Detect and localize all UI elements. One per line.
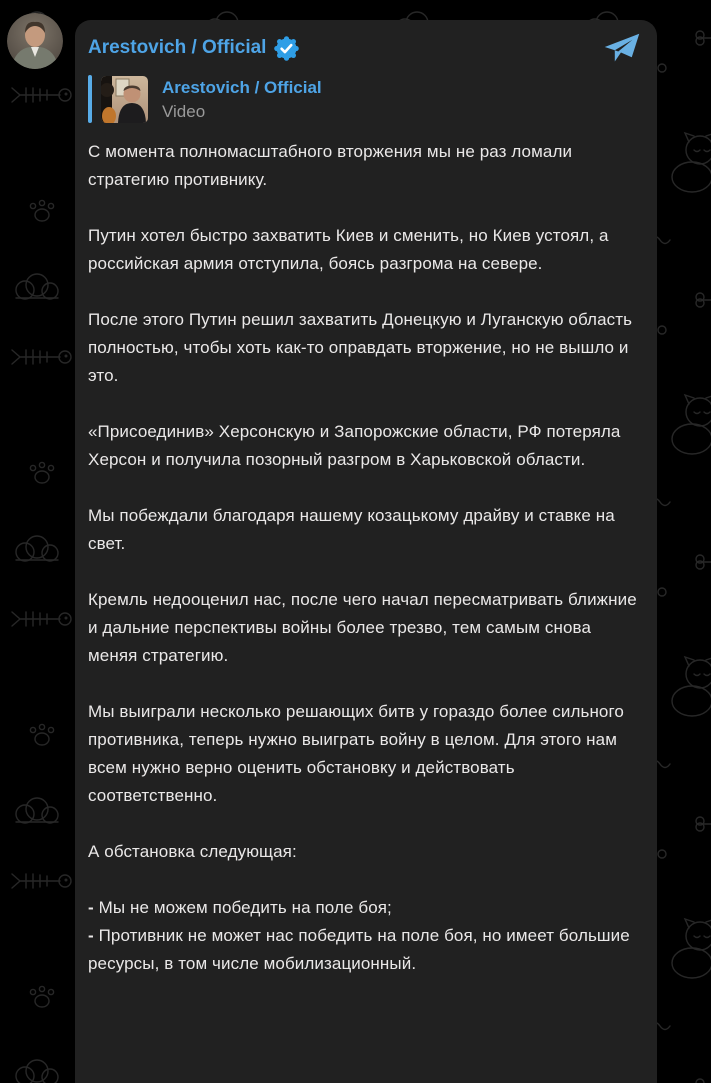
channel-avatar[interactable] — [7, 13, 63, 69]
message-paragraph: Путин хотел быстро захватить Киев и сменить, но Киев устоял, а российская армия отступила, боясь разгрома на севере. — [88, 226, 609, 273]
message-paragraph: С момента полномасштабного вторжения мы не раз ломали стратегию противнику. — [88, 142, 573, 189]
share-paper-plane-icon[interactable] — [604, 33, 640, 63]
message-text — [88, 138, 643, 978]
message-bubble — [75, 20, 657, 1083]
message-paragraph: Мы выиграли несколько решающих битв у гораздо более сильного противника, теперь нужно выиграть войну в целом. Для этого нам всем нужно верно оценить обстановку и действовать соответственно. — [88, 702, 624, 805]
reply-accent-bar — [88, 75, 92, 123]
reply-media-type-label: Video — [162, 101, 206, 121]
message-bullet-list — [88, 894, 643, 978]
bullet-item: - Противник не может нас победить на поле боя, но имеет большие ресурсы, в том числе мобилизационный. — [88, 926, 630, 973]
message-paragraph: Кремль недооценил нас, после чего начал пересматривать ближние и дальние перспективы войны более трезво, тем самым снова меняя стратегию. — [88, 590, 637, 665]
message-paragraph: После этого Путин решил захватить Донецкую и Луганскую область полностью, чтобы хоть как-то оправдать вторжение, но не вышло и это. — [88, 310, 633, 385]
message-paragraph: А обстановка следующая: — [88, 842, 297, 861]
reply-video-thumbnail — [101, 76, 148, 123]
reply-text-column — [162, 76, 322, 123]
message-paragraph: «Присоединив» Херсонскую и Запорожские области, РФ потеряла Херсон и получила позорный разгром в Харьковской области. — [88, 422, 621, 469]
message-paragraph: Мы побеждали благодаря нашему козацькому драйву и ставке на свет. — [88, 506, 615, 553]
bullet-item: - Мы не можем победить на поле боя; — [88, 898, 392, 917]
message-header — [88, 33, 643, 63]
channel-name[interactable]: Arestovich / Official — [88, 37, 267, 58]
bullet-dash: - — [88, 898, 94, 917]
bullet-dash: - — [88, 926, 94, 945]
channel-title-link[interactable] — [88, 35, 299, 61]
reply-author-name: Arestovich / Official — [162, 77, 322, 97]
reply-preview[interactable] — [88, 75, 643, 123]
video-still-image — [101, 76, 148, 123]
verified-badge-icon — [274, 36, 299, 61]
avatar-portrait-image — [7, 13, 63, 69]
